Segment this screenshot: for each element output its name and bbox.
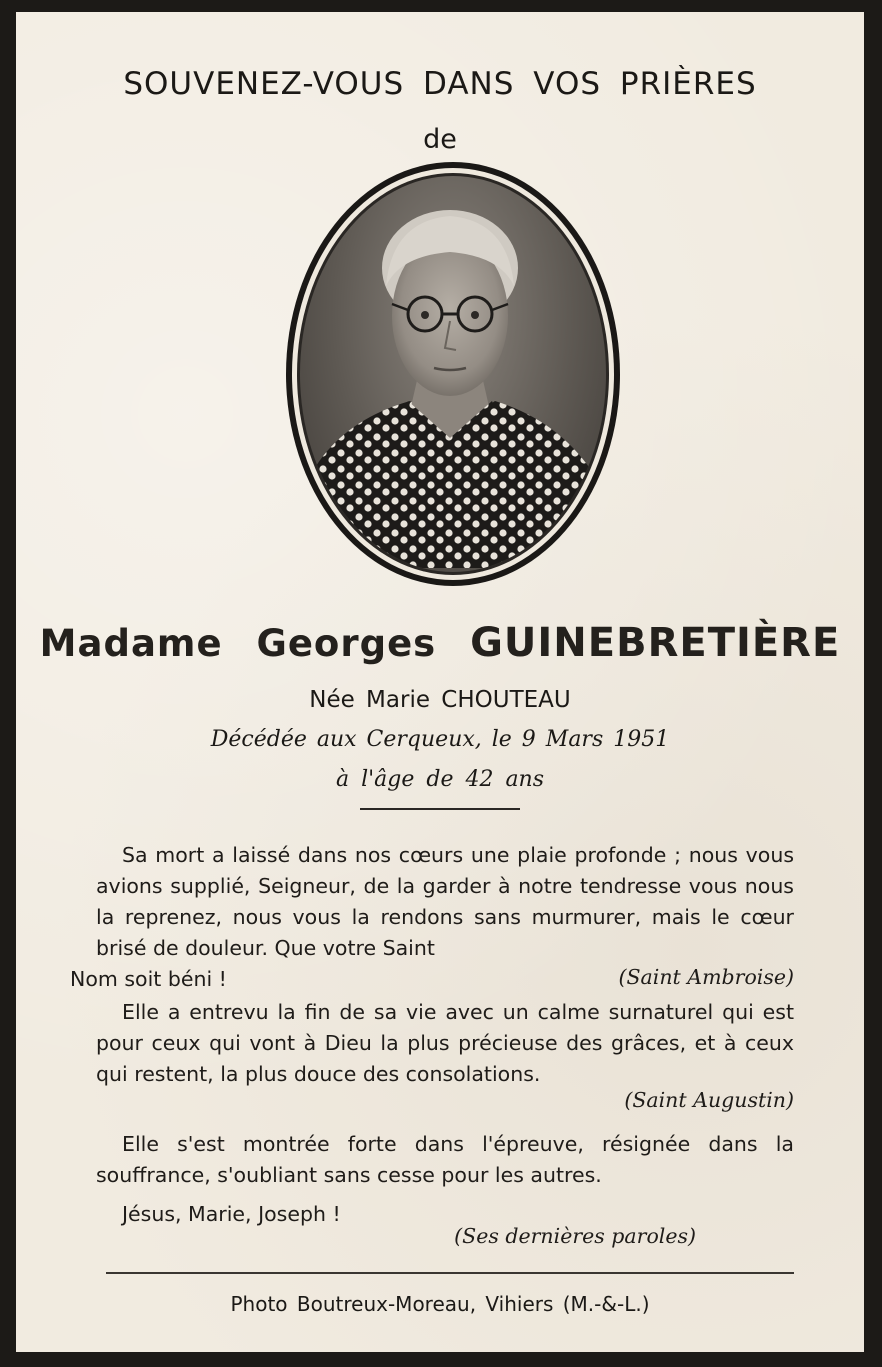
memorial-card [16, 12, 864, 1352]
header-de: de [423, 124, 457, 155]
name-first: Georges [256, 622, 437, 665]
name-title: Madame [39, 622, 223, 665]
paragraph-ambroise-last: Nom soit béni ! [70, 967, 227, 991]
divider-long [106, 1272, 794, 1274]
header-title: SOUVENEZ-VOUS DANS VOS PRIÈRES [123, 66, 757, 102]
portrait-ring [292, 168, 614, 580]
attribution-last-words: (Ses dernières paroles) [454, 1224, 696, 1248]
portrait-inner [297, 173, 609, 575]
paragraph-ambroise-text: Sa mort a laissé dans nos cœurs une plaie profonde ; nous vous avions supplié, Seigneur, de la garder à notre tendresse vous nous la reprenez, nous vous la rendons sans murmurer, mais le cœur brisé de douleur. Que votre Saint [96, 843, 794, 960]
photo-credit: Photo Boutreux-Moreau, Vihiers (M.-&-L.) [230, 1292, 650, 1316]
paragraph-augustin: Elle a entrevu la fin de sa vie avec un calme surnaturel qui est pour ceux qui vont à Dieu la plus précieuse des grâces, et à ceux qui restent, la plus douce des consolations. [96, 1000, 794, 1086]
age-line: à l'âge de 42 ans [335, 767, 545, 792]
attribution-ambroise: (Saint Ambroise) [618, 965, 794, 989]
portrait-frame [286, 162, 620, 586]
name-surname: GUINEBRETIÈRE [470, 620, 841, 666]
death-date-line: Décédée aux Cerqueux, le 9 Mars 1951 [210, 727, 670, 752]
portrait-photo-icon [300, 176, 600, 568]
maiden-name: Née Marie CHOUTEAU [309, 687, 571, 713]
portrait-photo [300, 176, 606, 572]
last-words: Jésus, Marie, Joseph ! [122, 1202, 341, 1226]
attribution-augustin: (Saint Augustin) [624, 1088, 794, 1112]
divider-short [360, 808, 520, 810]
deceased-name [16, 620, 864, 666]
paragraph-epreuve: Elle s'est montrée forte dans l'épreuve, résignée dans la souffrance, s'oubliant sans cesse pour les autres. [96, 1132, 794, 1187]
